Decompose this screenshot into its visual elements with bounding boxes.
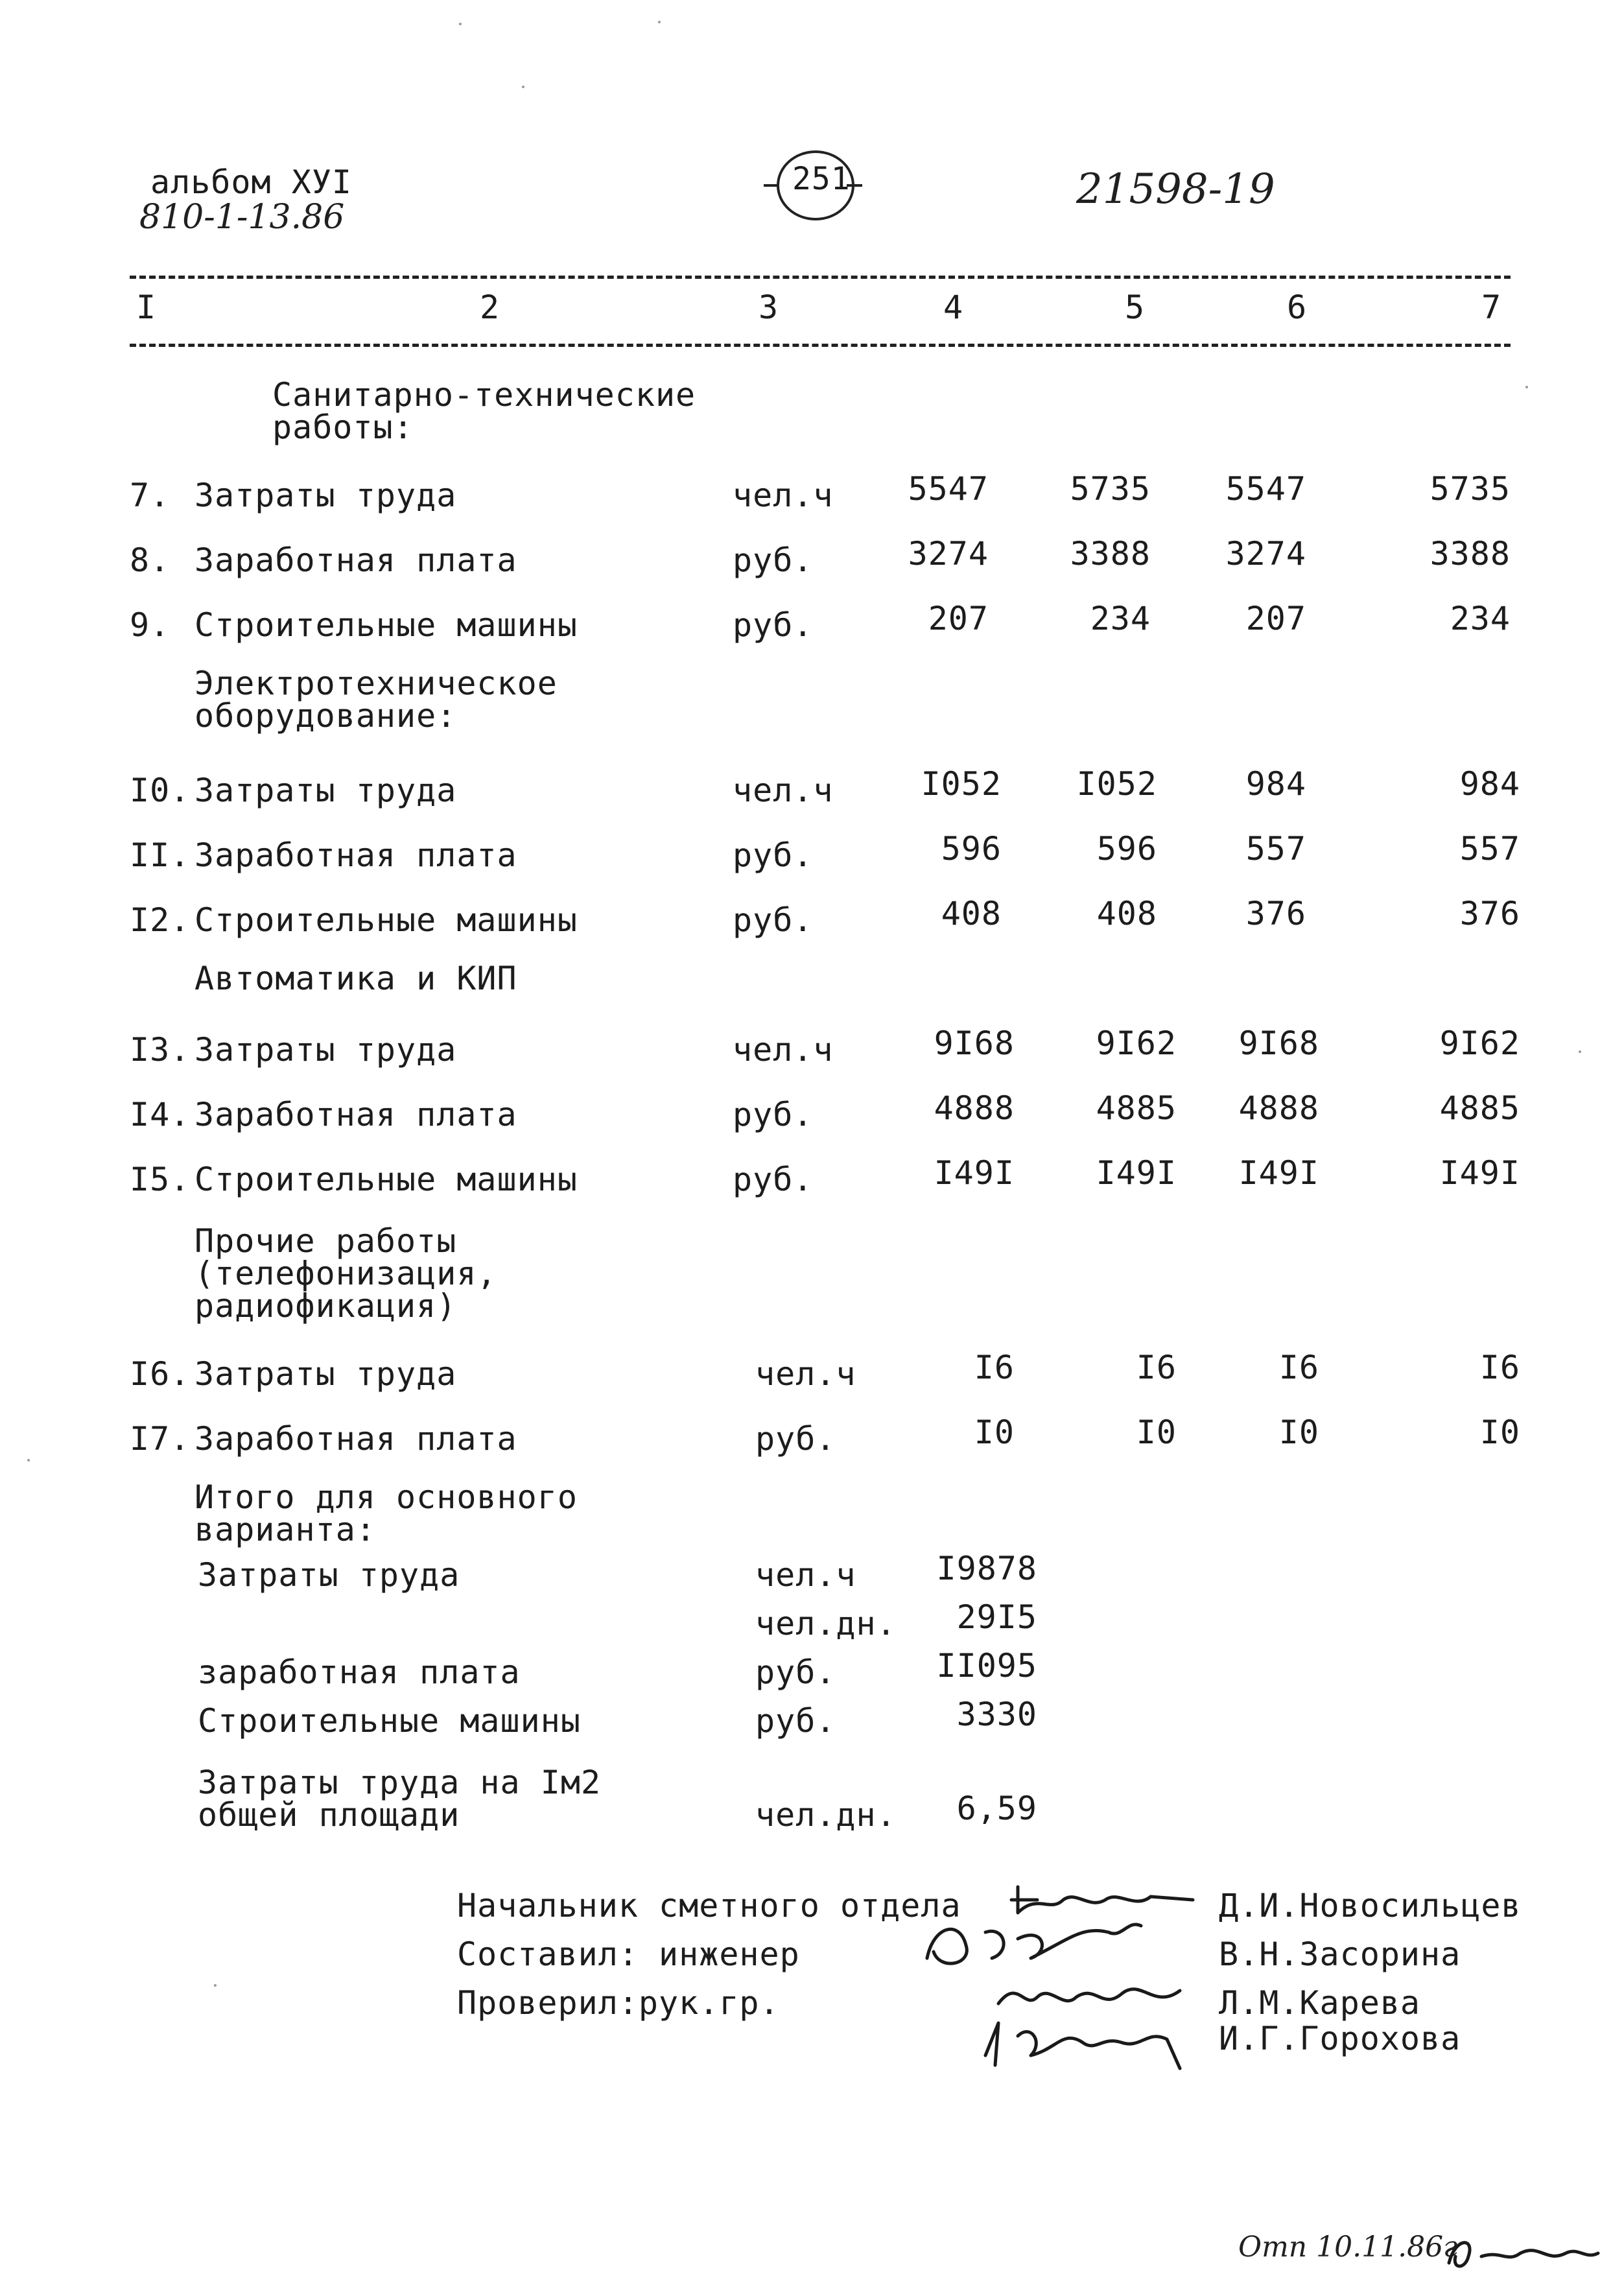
row-value-col5: I49I	[1096, 1154, 1177, 1192]
row-value-col4: 596	[941, 830, 1002, 868]
totals-label: Строительные машины	[198, 1702, 581, 1740]
row-value-col4: 408	[941, 895, 1002, 932]
section-heading: Прочие работы	[194, 1222, 457, 1260]
row-number: I6.	[130, 1355, 191, 1393]
row-value-col4: I49I	[934, 1154, 1015, 1192]
column-header-3: 3	[759, 289, 779, 326]
signature-name: В.Н.Засорина	[1219, 1936, 1461, 1973]
row-number: 8.	[130, 541, 171, 579]
signature-role: Начальник сметного отдела	[457, 1887, 961, 1924]
row-value-col4: I6	[974, 1349, 1015, 1386]
totals-value: 29I5	[956, 1598, 1037, 1636]
totals-unit: чел.ч	[755, 1556, 856, 1594]
row-number: 9.	[130, 606, 171, 644]
row-label: Строительные машины	[194, 606, 578, 644]
row-label: Заработная плата	[194, 541, 517, 579]
section-heading: работы:	[272, 408, 414, 446]
row-value-col7: 5735	[1430, 470, 1511, 508]
column-header-7: 7	[1481, 289, 1502, 326]
section-heading: радиофикация)	[194, 1287, 457, 1325]
row-value-col5: I6	[1136, 1349, 1177, 1386]
scan-speck	[27, 1459, 30, 1462]
scan-speck	[658, 21, 661, 23]
column-header-1: I	[136, 289, 157, 326]
signature-name: Д.И.Новосильцев	[1219, 1887, 1522, 1924]
row-number: I3.	[130, 1031, 191, 1069]
row-value-col7: 4885	[1439, 1089, 1520, 1127]
section-heading: Электротехническое	[194, 665, 558, 702]
row-unit: руб.	[733, 901, 814, 939]
row-value-col5: 408	[1096, 895, 1157, 932]
column-header-4: 4	[943, 289, 964, 326]
row-value-col6: I6	[1278, 1349, 1319, 1386]
row-label: Заработная плата	[194, 836, 517, 874]
scan-speck	[1525, 386, 1528, 388]
section-heading: оборудование:	[194, 697, 457, 735]
row-label: Строительные машины	[194, 901, 578, 939]
row-value-col6: 207	[1245, 600, 1306, 637]
scan-speck	[522, 86, 524, 88]
signature-role: Проверил:рук.гр.	[457, 1984, 780, 2022]
row-unit: чел.ч	[755, 1355, 856, 1393]
totals-value: II095	[936, 1647, 1037, 1685]
document-number: 21598-19	[1076, 165, 1275, 213]
row-value-col6: 557	[1245, 830, 1306, 868]
row-unit: чел.ч	[733, 1031, 834, 1069]
row-value-col5: 596	[1096, 830, 1157, 868]
row-number: I2.	[130, 901, 191, 939]
row-value-col5: I0	[1136, 1414, 1177, 1451]
row-number: I5.	[130, 1161, 191, 1198]
signature-gorokhova-handwritten	[972, 2004, 1219, 2088]
row-number: I0.	[130, 772, 191, 809]
signature-name: Л.М.Карева	[1219, 1984, 1421, 2022]
totals-heading: варианта:	[194, 1511, 376, 1548]
totals-label: общей площади	[198, 1796, 460, 1834]
totals-unit: руб.	[755, 1653, 836, 1691]
row-value-col5: 4885	[1096, 1089, 1177, 1127]
totals-unit: чел.дн.	[755, 1796, 897, 1834]
section-heading: Санитарно-технические	[272, 376, 696, 414]
row-value-col5: 9I62	[1096, 1024, 1177, 1062]
footer-signature-handwritten	[1436, 2224, 1605, 2282]
row-unit: чел.ч	[733, 772, 834, 809]
totals-value: 6,59	[956, 1790, 1037, 1827]
section-heading: Автоматика и КИП	[194, 960, 517, 997]
row-label: Заработная плата	[194, 1420, 517, 1458]
column-header-5: 5	[1125, 289, 1146, 326]
row-label: Затраты труда	[194, 772, 457, 809]
row-value-col7: 376	[1459, 895, 1520, 932]
row-unit: руб.	[733, 541, 814, 579]
row-unit: руб.	[733, 606, 814, 644]
row-value-col7: 984	[1459, 765, 1520, 803]
totals-value: 3330	[956, 1696, 1037, 1733]
album-label: альбом XУI	[150, 163, 353, 201]
row-unit: чел.ч	[733, 477, 834, 514]
row-number: I7.	[130, 1420, 191, 1458]
totals-label: Затраты труда	[198, 1556, 460, 1594]
page-dash-left	[764, 184, 779, 187]
row-label: Строительные машины	[194, 1161, 578, 1198]
scan-speck	[459, 23, 462, 25]
row-value-col4: 5547	[908, 470, 989, 508]
signature-role: Составил: инженер	[457, 1936, 800, 1973]
totals-unit: чел.дн.	[755, 1605, 897, 1642]
row-value-col6: I0	[1278, 1414, 1319, 1451]
row-value-col5: I052	[1076, 765, 1157, 803]
row-value-col6: 3274	[1225, 535, 1306, 573]
totals-label: заработная плата	[198, 1653, 521, 1691]
scan-speck	[1579, 1050, 1581, 1053]
signature-name: И.Г.Горохова	[1219, 2020, 1461, 2057]
row-value-col4: 9I68	[934, 1024, 1015, 1062]
row-unit: руб.	[755, 1420, 836, 1458]
section-heading: (телефонизация,	[194, 1255, 497, 1292]
row-value-col4: I052	[921, 765, 1002, 803]
row-value-col6: 5547	[1225, 470, 1306, 508]
row-value-col6: I49I	[1238, 1154, 1319, 1192]
row-value-col6: 4888	[1238, 1089, 1319, 1127]
row-number: 7.	[130, 477, 171, 514]
header-rule-bottom	[130, 344, 1511, 347]
row-value-col6: 376	[1245, 895, 1306, 932]
row-number: I4.	[130, 1096, 191, 1133]
column-header-2: 2	[480, 289, 500, 326]
row-value-col5: 3388	[1070, 535, 1151, 573]
row-value-col7: 557	[1459, 830, 1520, 868]
row-value-col5: 5735	[1070, 470, 1151, 508]
footer-note: Отп 10.11.86г	[1238, 2231, 1458, 2264]
totals-unit: руб.	[755, 1702, 836, 1740]
page-dash-right	[847, 184, 862, 187]
row-value-col5: 234	[1090, 600, 1151, 637]
row-value-col6: 984	[1245, 765, 1306, 803]
row-value-col7: 3388	[1430, 535, 1511, 573]
row-value-col7: I0	[1479, 1414, 1520, 1451]
page-number: 251	[792, 161, 851, 197]
row-number: II.	[130, 836, 191, 874]
column-header-6: 6	[1287, 289, 1308, 326]
project-code: 810-1-13.86	[139, 198, 345, 237]
totals-value: I9878	[936, 1550, 1037, 1587]
row-label: Затраты труда	[194, 1031, 457, 1069]
row-label: Заработная плата	[194, 1096, 517, 1133]
row-value-col4: 4888	[934, 1089, 1015, 1127]
header-rule-top	[130, 276, 1511, 279]
row-value-col4: I0	[974, 1414, 1015, 1451]
row-value-col4: 207	[928, 600, 989, 637]
row-value-col4: 3274	[908, 535, 989, 573]
row-unit: руб.	[733, 836, 814, 874]
row-label: Затраты труда	[194, 477, 457, 514]
totals-heading: Итого для основного	[194, 1478, 578, 1516]
row-value-col7: 234	[1450, 600, 1511, 637]
row-label: Затраты труда	[194, 1355, 457, 1393]
row-value-col7: I49I	[1439, 1154, 1520, 1192]
row-value-col6: 9I68	[1238, 1024, 1319, 1062]
row-value-col7: I6	[1479, 1349, 1520, 1386]
totals-label: Затраты труда на Iм2	[198, 1764, 602, 1801]
row-value-col7: 9I62	[1439, 1024, 1520, 1062]
row-unit: руб.	[733, 1096, 814, 1133]
scan-speck	[214, 1984, 217, 1987]
row-unit: руб.	[733, 1161, 814, 1198]
